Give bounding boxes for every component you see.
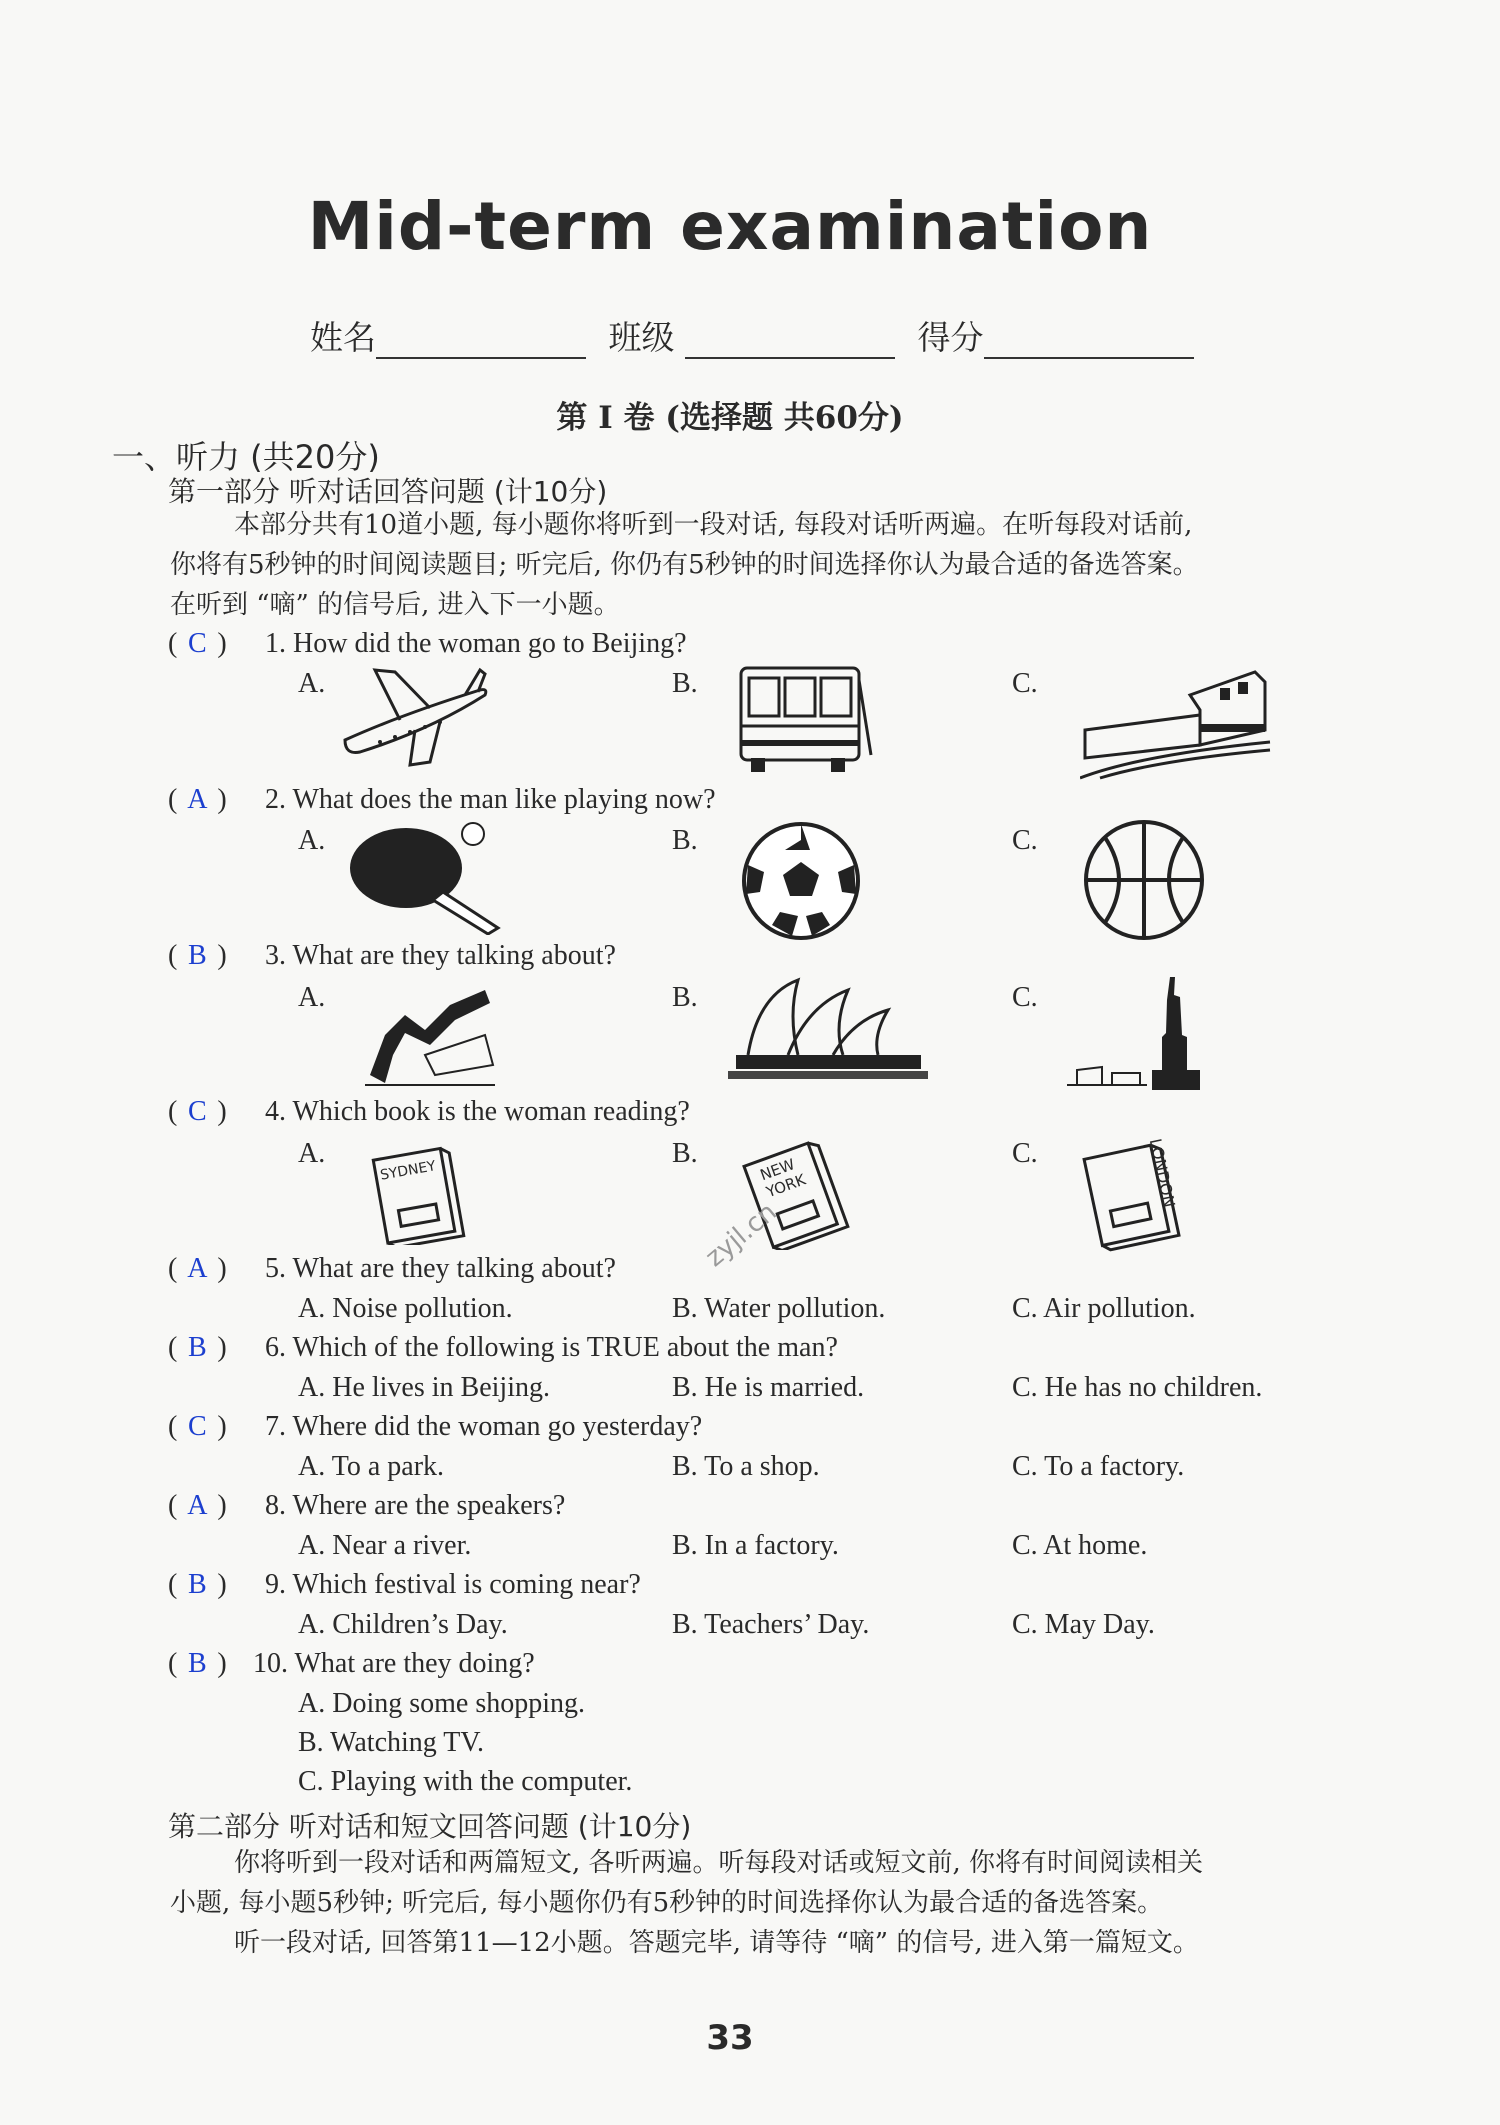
option-b-label: B. [672,825,698,856]
sydney-opera-house-icon [728,975,928,1085]
train-icon [1080,660,1275,780]
airplane-icon [340,660,490,770]
instruction-line: 在听到 “嘀” 的信号后, 进入下一小题。 [170,590,620,620]
question-number: 5. [265,1253,286,1284]
part1-instructions [170,505,1340,625]
option-a: A. Near a river. [298,1530,472,1561]
ping-pong-paddle-icon [348,820,508,935]
option-a-label: A. [298,825,326,856]
question-number: 2. [265,784,286,815]
book-title: NEW YORK [757,1155,808,1202]
volume-title: 第 I 卷 (选择题 共60分) [556,400,904,436]
question-5 [168,1253,616,1285]
question-number: 4. [265,1096,286,1127]
question-text: What are they talking about? [292,1253,616,1284]
soccer-ball-icon [740,820,862,942]
answer-bracket: ( A ) [168,784,227,815]
option-a: A. To a park. [298,1451,445,1482]
question-6 [168,1332,838,1364]
answer-bracket: ( B ) [168,940,227,971]
answer-bracket: ( C ) [168,628,227,659]
great-wall-icon [365,975,495,1087]
question-number: 9. [265,1569,286,1600]
option-c: C. May Day. [1012,1609,1155,1640]
question-number: 8. [265,1490,286,1521]
option-b: B. To a shop. [672,1451,820,1482]
answer-bracket: ( A ) [168,1253,227,1284]
answer-bracket: ( B ) [168,1648,227,1679]
option-b-label: B. [672,668,698,699]
option-a: A. Doing some shopping. [298,1688,585,1719]
page-number: 33 [706,2018,754,2058]
part1-title: 第一部分 听对话回答问题 (计10分) [168,475,608,508]
option-c: C. To a factory. [1012,1451,1185,1482]
answer-bracket: ( B ) [168,1332,227,1363]
name-blank[interactable] [376,327,586,359]
question-text: What are they talking about? [292,940,616,971]
question-number: 10. [253,1648,288,1679]
part2-title: 第二部分 听对话和短文回答问题 (计10分) [168,1810,692,1843]
class-label: 班级 [608,318,675,357]
option-c-label: C. [1012,825,1038,856]
statue-of-liberty-icon [1062,975,1212,1095]
option-c: C. He has no children. [1012,1372,1263,1403]
option-c-label: C. [1012,1138,1038,1169]
answer-bracket: ( B ) [168,1569,227,1600]
option-a: A. Noise pollution. [298,1293,513,1324]
answer-value: A [187,1253,208,1284]
question-text: Which of the following is TRUE about the man? [292,1332,838,1363]
option-b: B. In a factory. [672,1530,839,1561]
option-c-label: C. [1012,668,1038,699]
book-sydney [368,1145,468,1245]
instruction-line: 小题, 每小题5秒钟; 听完后, 每小题你仍有5秒钟的时间选择你认为最合适的备选答案。 [170,1888,1164,1918]
option-b: B. He is married. [672,1372,865,1403]
basketball-icon [1082,818,1206,942]
option-c-label: C. [1012,982,1038,1013]
answer-value: A [187,1490,208,1521]
answer-bracket: ( C ) [168,1096,227,1127]
option-a-label: A. [298,982,326,1013]
answer-value: C [187,628,207,659]
score-blank[interactable] [984,327,1194,359]
answer-value: B [187,1569,207,1600]
answer-value: A [187,784,208,815]
question-3 [168,940,616,972]
book-title: SYDNEY [379,1158,438,1184]
question-text: How did the woman go to Beijing? [293,628,687,659]
instruction-line: 你将听到一段对话和两篇短文, 各听两遍。听每段对话或短文前, 你将有时间阅读相关 [234,1848,1204,1878]
name-label: 姓名 [310,318,376,357]
option-c: C. At home. [1012,1530,1148,1561]
question-text: What does the man like playing now? [292,784,716,815]
question-number: 1. [265,628,286,659]
question-text: Where are the speakers? [292,1490,566,1521]
option-a: A. Children’s Day. [298,1609,508,1640]
book-title: LONDON [1145,1136,1179,1210]
question-9 [168,1569,641,1601]
option-b: B. Watching TV. [298,1727,484,1758]
answer-value: C [187,1411,207,1442]
watermark: zyjl.cn [700,1196,783,1274]
answer-value: B [187,1648,207,1679]
question-text: Which festival is coming near? [292,1569,641,1600]
question-4 [168,1096,690,1128]
question-10 [168,1648,535,1680]
section-listening-title: 一、听力 (共20分) [112,438,380,476]
option-a: A. He lives in Beijing. [298,1372,550,1403]
bus-icon [733,660,875,775]
option-b: B. Teachers’ Day. [672,1609,870,1640]
question-7 [168,1411,702,1443]
instruction-line: 本部分共有10道小题, 每小题你将听到一段对话, 每段对话听两遍。在听每段对话前, [234,510,1193,540]
question-text: Where did the woman go yesterday? [292,1411,703,1442]
class-blank[interactable] [685,327,895,359]
option-b-label: B. [672,982,698,1013]
answer-bracket: ( A ) [168,1490,227,1521]
part2-instructions [170,1843,1340,1963]
page-title: Mid-term examination [307,188,1153,265]
option-a-label: A. [298,1138,326,1169]
option-b: B. Water pollution. [672,1293,886,1324]
answer-bracket: ( C ) [168,1411,227,1442]
student-info-row [310,312,1206,359]
score-label: 得分 [917,318,984,357]
option-c: C. Air pollution. [1012,1293,1196,1324]
book-london [1078,1136,1188,1252]
question-8 [168,1490,565,1522]
question-1 [168,628,687,660]
instruction-line: 听一段对话, 回答第11—12小题。答题完毕, 请等待 “嘀” 的信号, 进入第一篇短文。 [234,1928,1199,1958]
question-number: 6. [265,1332,286,1363]
question-text: Which book is the woman reading? [292,1096,690,1127]
question-number: 3. [265,940,286,971]
option-a-label: A. [298,668,326,699]
answer-value: B [187,940,207,971]
option-b-label: B. [672,1138,698,1169]
question-2 [168,784,716,816]
answer-value: C [187,1096,207,1127]
question-number: 7. [265,1411,286,1442]
question-text: What are they doing? [294,1648,535,1679]
answer-value: B [187,1332,207,1363]
option-c: C. Playing with the computer. [298,1766,633,1797]
instruction-line: 你将有5秒钟的时间阅读题目; 听完后, 你仍有5秒钟的时间选择你认为最合适的备选答案。 [170,550,1199,580]
